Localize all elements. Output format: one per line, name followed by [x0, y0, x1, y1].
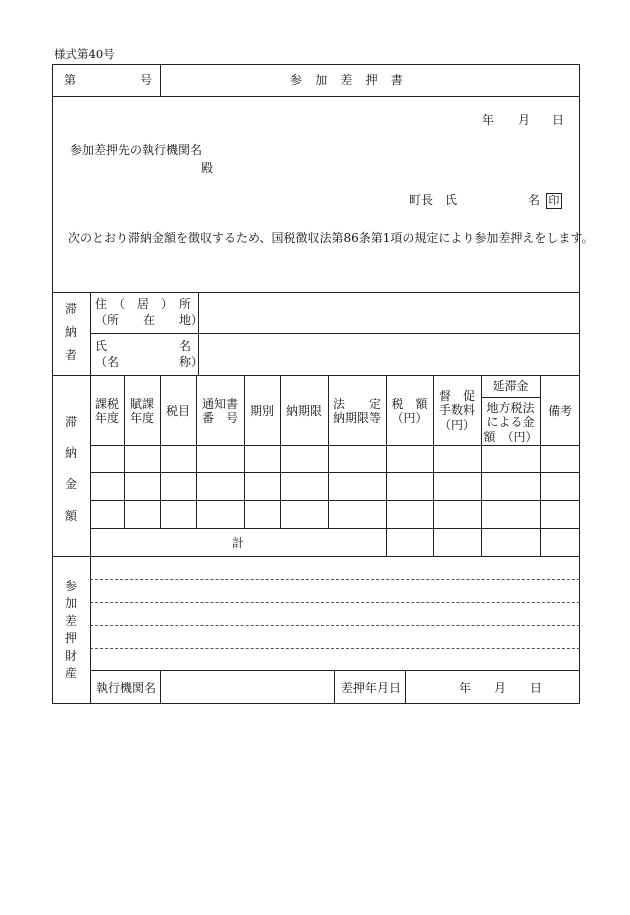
col-header-levy-year: [124, 397, 160, 426]
seizure-month: 月: [494, 681, 507, 695]
rule-top-section-bottom: [52, 292, 580, 293]
label-char: 金: [64, 477, 77, 492]
col-header-reminder-fee: [433, 389, 481, 432]
rule-col: [244, 375, 245, 528]
col-header-line: 地方税法: [486, 401, 535, 415]
rule-total-bottom: [52, 556, 580, 557]
property-line: [90, 602, 580, 603]
date-year: 年: [482, 113, 495, 127]
col-header-statutory-due: [328, 397, 386, 426]
col-header-notice-number: [196, 397, 244, 426]
label-char: 納: [64, 324, 77, 339]
sender-name-suffix: 名: [528, 193, 541, 207]
col-header-line: による金: [486, 415, 535, 430]
rule-row-1: [90, 472, 580, 473]
col-header-tax-item: [160, 404, 196, 418]
col-header-line: 税 額: [391, 397, 428, 411]
col-header-local-tax-amount: [481, 401, 540, 444]
number-label-right: 号: [140, 73, 153, 87]
rule-row-2: [90, 500, 580, 501]
col-header-line: 督 促: [438, 389, 475, 403]
col-header-line: 年度: [94, 411, 119, 426]
addressee-label: 参加差押先の執行機関名: [70, 143, 203, 157]
seizure-year: 年: [459, 681, 472, 695]
address-label-1: 住 （ 居 ） 所: [95, 297, 192, 311]
name-label-1: 氏 名: [95, 339, 192, 353]
rule-address-bottom: [90, 333, 580, 334]
col-header-line: 法 定: [332, 397, 381, 411]
label-char: 差: [64, 613, 77, 628]
col-header-line: 年度: [129, 411, 154, 426]
col-header-tax-year: [90, 397, 124, 426]
date-month: 月: [518, 113, 531, 127]
rule-footer-divider: [160, 670, 161, 704]
number-label-left: 第: [64, 73, 77, 87]
agency-label: 執行機関名: [96, 681, 157, 695]
col-header-line: 番 号: [201, 411, 238, 426]
col-header-line: （円）: [438, 417, 475, 432]
col-header-line: 税目: [165, 404, 190, 418]
col-header-line: 額 （円）: [483, 429, 538, 444]
rule-col: [160, 375, 161, 528]
rule-col: [280, 375, 281, 528]
label-char: 滞: [64, 302, 77, 316]
rule-delinquent-bottom: [52, 375, 580, 376]
delinquent-section-label: [52, 298, 90, 366]
total-label: 計: [231, 536, 244, 550]
rule-late-fee-group: [481, 397, 540, 398]
form-number: 様式第40号: [54, 47, 115, 61]
label-char: 参: [64, 579, 77, 593]
rule-label-column: [90, 292, 91, 704]
rule-col-header-bottom: [90, 445, 580, 446]
rule-property-bottom: [90, 670, 580, 671]
rule-header-bottom: [52, 96, 580, 97]
col-header-line: 期別: [249, 404, 274, 418]
col-header-line: 納期限: [285, 404, 322, 418]
col-header-tax-amount: [386, 397, 433, 426]
property-section-label: [52, 578, 90, 682]
property-line: [90, 648, 580, 649]
label-char: 産: [64, 665, 77, 680]
date-day: 日: [552, 113, 565, 127]
sender-title: 町長 氏: [409, 193, 458, 207]
col-header-line: 賦課: [129, 397, 154, 411]
label-char: 押: [64, 631, 77, 646]
label-char: 納: [64, 446, 77, 461]
rule-row-3: [90, 528, 580, 529]
col-header-due-date: [280, 404, 328, 418]
document-title: 参 加 差 押 書: [290, 73, 404, 87]
rule-col: [540, 375, 541, 556]
seizure-day: 日: [530, 681, 543, 695]
col-header-line: 備考: [547, 404, 572, 418]
label-char: 滞: [64, 415, 77, 429]
col-header-line: 手数料: [438, 403, 475, 418]
address-label-2: （所 在 地）: [95, 313, 204, 327]
col-header-period: [244, 404, 280, 418]
seal-mark: 印: [546, 193, 562, 209]
body-text: 次のとおり滞納金額を徴収するため、国税徴収法第86条第1項の規定により参加差押えをします。: [68, 231, 594, 245]
col-header-line: （円）: [391, 411, 428, 426]
addressee-honorific: 殿: [201, 161, 214, 175]
property-line: [90, 579, 580, 580]
col-header-line: 納期限等: [332, 411, 381, 426]
label-char: 額: [64, 508, 77, 523]
label-char: 者: [64, 347, 77, 362]
rule-footer-divider: [334, 670, 335, 704]
rule-header-divider: [160, 64, 161, 96]
label-char: 加: [64, 596, 77, 611]
col-header-remarks: [540, 404, 580, 418]
property-line: [90, 625, 580, 626]
seizure-date-label: 差押年月日: [341, 681, 402, 695]
label-char: 財: [64, 648, 77, 663]
sender-name-line: [528, 193, 562, 209]
rule-footer-divider: [405, 670, 406, 704]
col-header-line: 課税: [94, 397, 119, 411]
name-label-2: （名 称）: [95, 355, 204, 369]
col-group-late-fee: 延滞金: [492, 379, 529, 393]
col-header-line: 通知書: [201, 397, 238, 411]
amount-section-label: [52, 407, 90, 532]
